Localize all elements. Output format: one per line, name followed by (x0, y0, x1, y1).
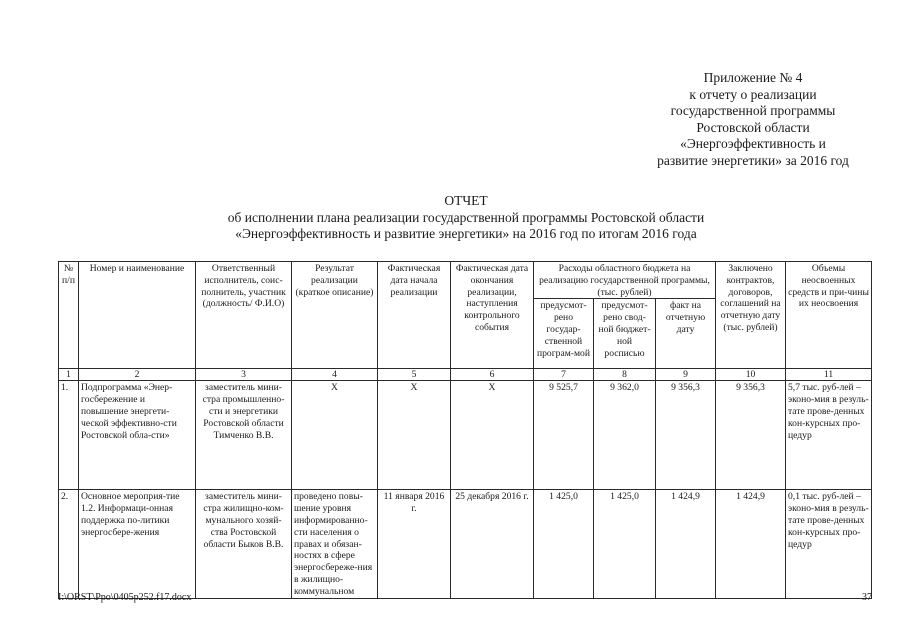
row-executor: заместитель мини-стра жилищно-ком-мунального хозяй-ства Ростовской области Быков В.В. (196, 490, 292, 598)
row-name: Подпрограмма «Энер-госбережение и повышение энергети-ческой эффективно-сти Ростовской обла-сти» (79, 381, 196, 490)
column-number: 6 (451, 369, 534, 381)
header-planned-list: предусмот-рено свод-ной бюджет-ной росписью (594, 299, 656, 369)
appendix-line: государственной программы (670, 103, 836, 119)
report-subtitle-line2: «Энергоэффективность и развитие энергетики» на 2016 год по итогам 2016 года (235, 226, 697, 241)
report-subtitle-line1: об исполнении плана реализации государственной программы Ростовской области (227, 209, 705, 225)
row-planned-list: 1 425,0 (594, 490, 656, 598)
column-number: 9 (656, 369, 716, 381)
table-row (59, 381, 872, 490)
column-number: 10 (716, 369, 786, 381)
column-number: 1 (59, 369, 79, 381)
row-unspent: 5,7 тыс. руб-лей – эконо-мия в резуль-тате прове-денных кон-курсных про-цедур (786, 381, 872, 490)
row-contracts: 9 356,3 (716, 381, 786, 490)
column-number-row (59, 369, 872, 381)
header-contracts: Заключено контрактов, договоров, соглашений на отчетную дату (тыс. рублей) (716, 262, 786, 369)
row-planned-list: 9 362,0 (594, 381, 656, 490)
footer-page-number: 37 (862, 592, 872, 603)
row-num: 1. (59, 381, 79, 490)
header-unspent: Объемы неосвоенных средств и при-чины их неосвоения (786, 262, 872, 369)
header-name: Номер и наименование (79, 262, 196, 369)
report-table (58, 261, 872, 599)
header-executor: Ответственный исполнитель, соис-полнитель, участник (должность/ Ф.И.О) (196, 262, 292, 369)
header-start: Фактическая дата начала реализации (378, 262, 451, 369)
column-number: 8 (594, 369, 656, 381)
column-number: 7 (534, 369, 594, 381)
row-end: Х (451, 381, 534, 490)
row-contracts: 1 424,9 (716, 490, 786, 598)
appendix-block (640, 70, 866, 170)
row-start: 11 января 2016 г. (378, 490, 451, 598)
row-num: 2. (59, 490, 79, 598)
column-number: 11 (786, 369, 872, 381)
row-actual: 1 424,9 (656, 490, 716, 598)
row-actual: 9 356,3 (656, 381, 716, 490)
footer-file-path: I:\ORST\Ppo\0405p252.f17.docx (58, 592, 192, 603)
appendix-line: Приложение № 4 (703, 70, 803, 85)
column-number: 5 (378, 369, 451, 381)
appendix-line: Ростовской области (696, 119, 810, 135)
row-unspent: 0,1 тыс. руб-лей – эконо-мия в резуль-тате прове-денных кон-курсных про-цедур (786, 490, 872, 598)
report-title (160, 193, 772, 243)
header-num: № п/п (59, 262, 79, 369)
row-planned-program: 9 525,7 (534, 381, 594, 490)
header-planned-program: предусмот-рено государ-ственной програм-мой (534, 299, 594, 369)
header-actual: факт на отчетную дату (656, 299, 716, 369)
table-row (59, 490, 872, 598)
row-result: проведено повы-шение уровня информированно-сти населения о правах и обязан-ностях в сфере энергосбереже-ния в жилищно-коммунальном (292, 490, 378, 598)
appendix-line: развитие энергетики» за 2016 год (657, 152, 849, 168)
appendix-line: «Энергоэффективность и (680, 136, 826, 152)
header-expenses-group: Расходы областного бюджета на реализацию государственной программы, (тыс. рублей) (534, 262, 716, 299)
row-end: 25 декабря 2016 г. (451, 490, 534, 598)
row-result: Х (292, 381, 378, 490)
row-executor: заместитель мини-стра промышленно-сти и энергетики Ростовской области Тимченко В.В. (196, 381, 292, 490)
row-name: Основное мероприя-тие 1.2. Информаци-онная поддержка по-литики энергосбере-жения (79, 490, 196, 598)
header-row (59, 262, 872, 299)
column-number: 4 (292, 369, 378, 381)
report-heading: ОТЧЕТ (444, 193, 488, 208)
appendix-line: к отчету о реализации (689, 86, 817, 102)
row-planned-program: 1 425,0 (534, 490, 594, 598)
row-start: Х (378, 381, 451, 490)
header-result: Результат реализации (краткое описание) (292, 262, 378, 369)
column-number: 2 (79, 369, 196, 381)
header-end: Фактическая дата окончания реализации, наступления контрольного события (451, 262, 534, 369)
column-number: 3 (196, 369, 292, 381)
